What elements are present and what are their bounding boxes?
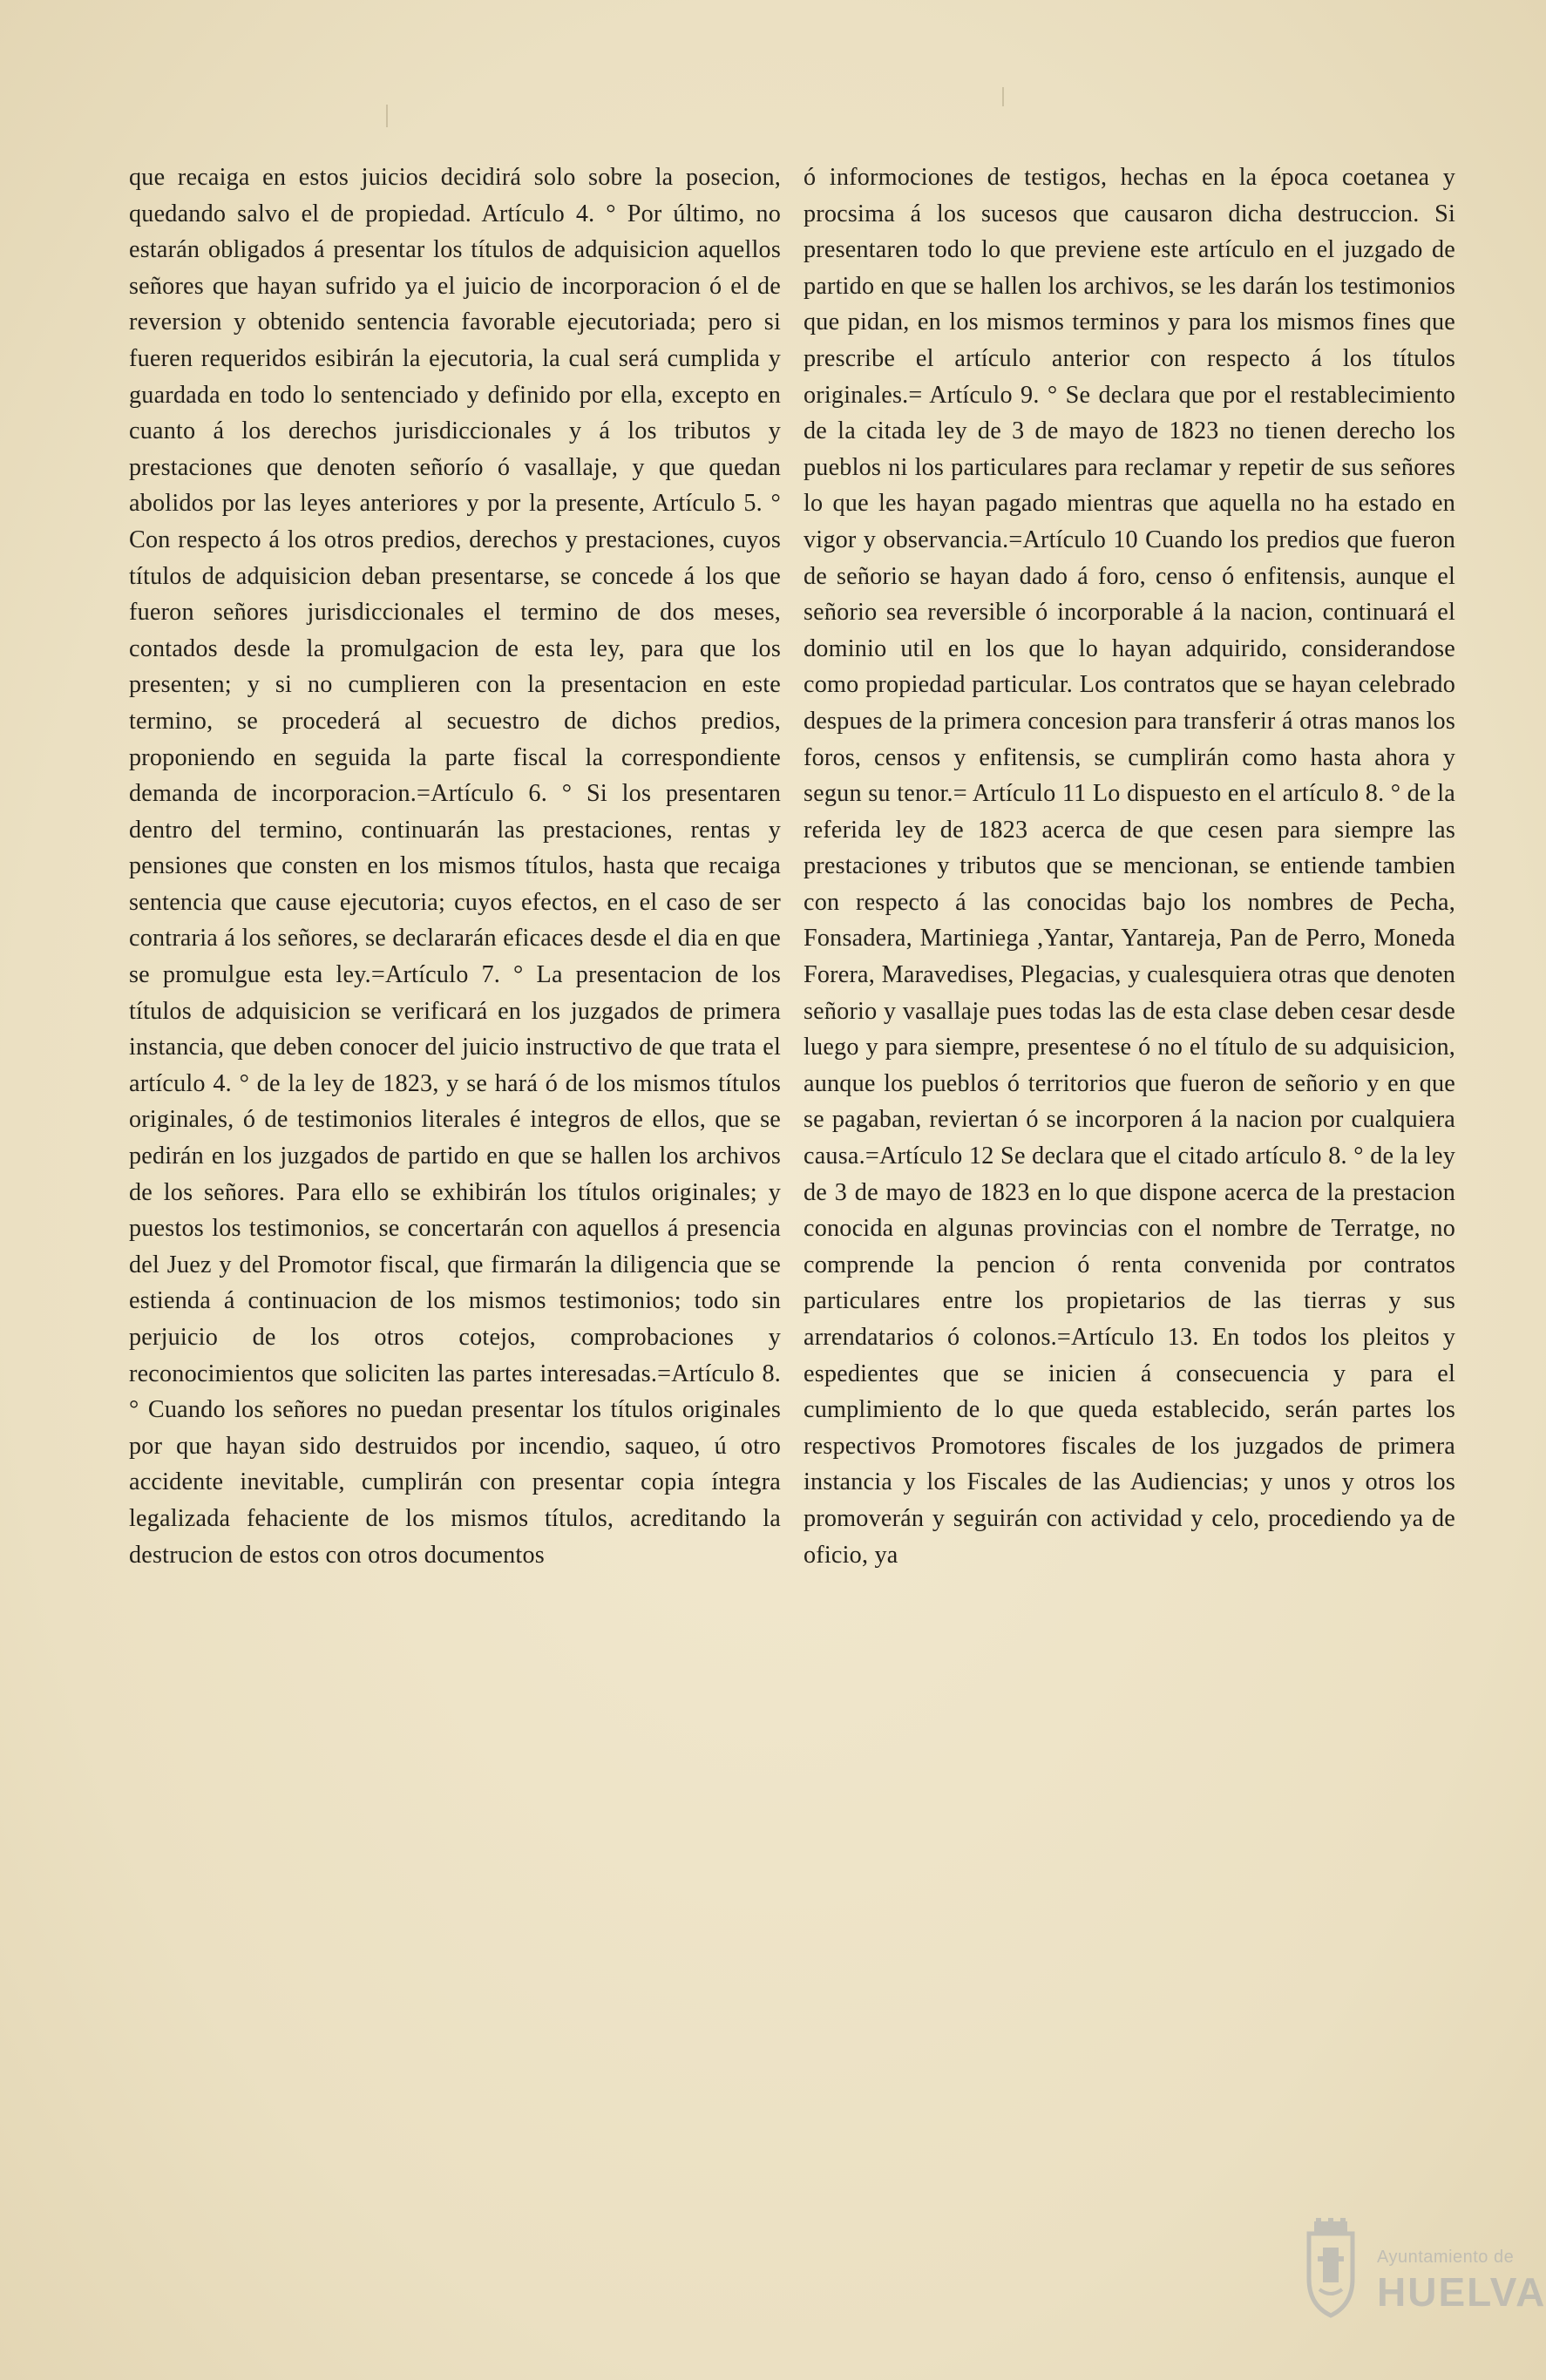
paper-mark — [386, 105, 388, 127]
watermark-subtitle: Ayuntamiento de — [1377, 2248, 1515, 2267]
watermark-title: HUELVA — [1377, 2269, 1546, 2315]
paper-mark — [1002, 87, 1004, 106]
column-left-text: que recaiga en estos juicios decidirá solo sobre la posecion, quedando salvo el de propiedad. Artículo 4. ° Por último, no estarán obligados á presentar los títulos de adquisicion aquellos señores que hayan sufrido ya el juicio de incorporacion ó el de reversion y obtenido sentencia favorable ejecutoriada; pero si fueren requeridos esibirán la ejecutoria, la cual será cumplida y guardada en todo lo sentenciado y definido por ella, excepto en cuanto á los derechos jurisdiccionales y á los tributos y prestaciones que denoten señorío ó vasallaje, y que quedan abolidos por las leyes anteriores y por la presente, Artículo 5. ° Con respecto á los otros predios, derechos y prestaciones, cuyos títulos de adquisicion deban presentarse, se concede á los que fueron señores jurisdiccionales el termino de dos meses, contados desde la promulgacion de esta ley, para que los presenten; y si no cumplieren con la presentacion en este termino, se procederá al secuestro de dichos predios, proponiendo en seguida la parte fiscal la correspondiente demanda de incorporacion.=Artículo 6. ° Si los presentaren dentro del termino, continuarán las prestaciones, rentas y pensiones que consten en los mismos títulos, hasta que recaiga sentencia que cause ejecutoria; cuyos efectos, en el caso de ser contraria á los señores, se declararán eficaces desde el dia en que se promulgue esta ley.=Artículo 7. ° La presentacion de los títulos de adquisicion se verificará en los juzgados de primera instancia, que deben conocer del juicio instructivo de que trata el artículo 4. ° de la ley de 1823, y se hará ó de los mismos títulos originales, ó de testimonios literales é integros de ellos, que se pedirán en los juzgados de partido en que se hallen los archivos de los señores. Para ello se exhibirán los títulos originales; y puestos los testimonios, se concertarán con aquellos á presencia del Juez y del Promotor fiscal, que firmarán la diligencia que se estienda á continuacion de los mismos testimonios; todo sin perjuicio de los otros cotejos, comprobaciones y reconocimientos que soliciten las partes interesadas.=Artículo 8. ° Cuando los señores no puedan presentar los títulos originales por que hayan sido destruidos por incendio, saqueo, ú otro accidente inevitable, cumplirán con presentar copia íntegra legalizada fehaciente de los mismos títulos, acreditando la destrucion de estos con otros documentos — [129, 164, 781, 1569]
column-right-text: ó informociones de testigos, hechas en la época coetanea y procsima á los sucesos que causaron dicha destruccion. Si presentaren todo lo que previene este artículo en el juzgado de partido en que se hallen los archivos, se les darán los testimonios que pidan, en los mismos terminos y para los mismos fines que prescribe el artículo anterior con respecto á los títulos originales.= Artículo 9. ° Se declara que por el restablecimiento de la citada ley de 3 de mayo de 1823 no tienen derecho los pueblos ni los particulares para reclamar y repetir de sus señores lo que les hayan pagado mientras que aquella no ha estado en vigor y observancia.=Artículo 10 Cuando los predios que fueron de señorio se hayan dado á foro, censo ó enfitensis, aunque el señorio sea reversible ó incorporable á la nacion, continuará el dominio util en los que lo hayan adquirido, considerandose como propiedad particular. Los contratos que se hayan celebrado despues de la primera concesion para transferir á otras manos los foros, censos y enfitensis, se cumplirán como hasta ahora y segun su tenor.= Artículo 11 Lo dispuesto en el artículo 8. ° de la referida ley de 1823 acerca de que cesen para siempre las prestaciones y tributos que se mencionan, se entiende tambien con respecto á las conocidas bajo los nombres de Pecha, Fonsadera, Martiniega ,Yantar, Yantareja, Pan de Perro, Moneda Forera, Maravedises, Plegacias, y cualesquiera otras que denoten señorio y vasallaje pues todas las de esta clase deben cesar desde luego y para siempre, presentese ó no el título de su adquisicion, aunque los pueblos ó territorios que fueron de señorio y en que se pagaban, reviertan ó se incorporen á la nacion por cualquiera causa.=Artículo 12 Se declara que el citado artículo 8. ° de la ley de 3 de mayo de 1823 en lo que dispone acerca de la prestacion conocida en algunas provincias con el nombre de Terratge, no comprende la pencion ó renta convenida por contratos particulares entre los propietarios de las tierras y sus arrendatarios ó colonos.=Artículo 13. En todos los pleitos y espedientes que se inicien á consecuencia y para el cumplimiento de lo que queda establecido, serán partes los respectivos Promotores fiscales de los juzgados de primera instancia y los Fiscales de las Audiencias; y unos y otros los promoverán y seguirán con actividad y celo, procediendo ya de oficio, ya — [804, 164, 1455, 1569]
archive-watermark — [1297, 2218, 1546, 2349]
text-column-right — [804, 159, 1455, 2173]
huelva-coat-of-arms-icon — [1297, 2218, 1365, 2319]
text-column-left — [129, 159, 781, 2173]
